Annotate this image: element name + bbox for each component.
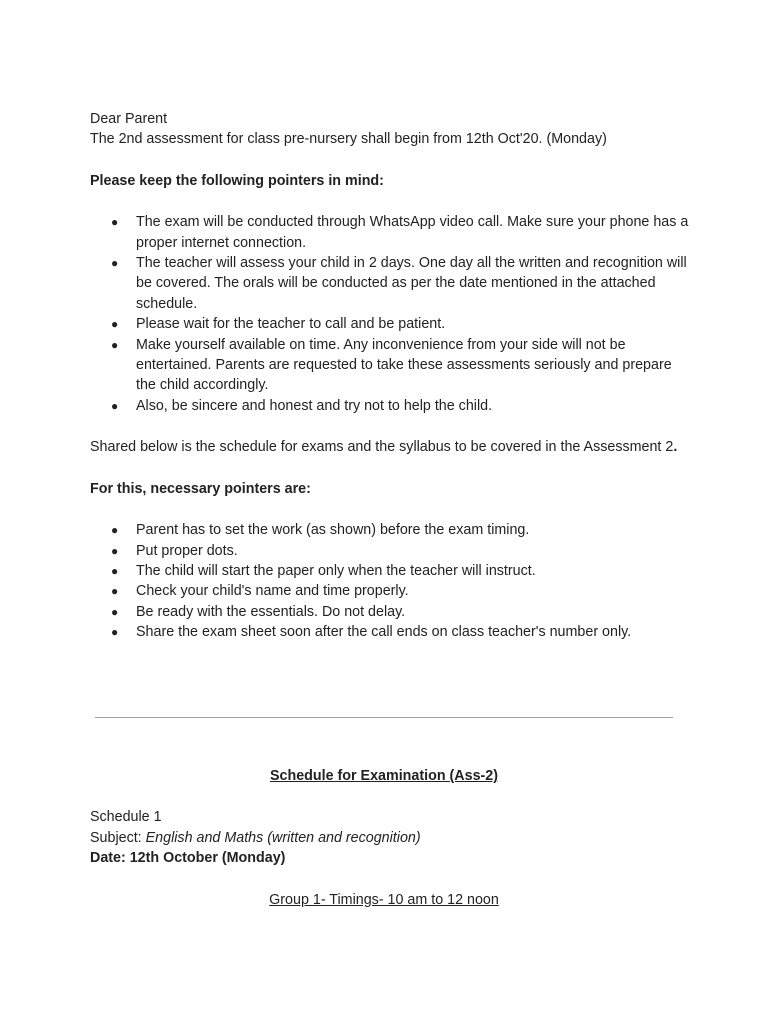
bullet-icon: ●: [111, 543, 119, 558]
necessary-list: [90, 520, 690, 642]
letter-body: [90, 109, 690, 643]
list-item: ● Parent has to set the work (as shown) before the exam timing.: [90, 520, 690, 540]
schedule-label: Schedule 1: [90, 809, 162, 826]
pointers-list: [90, 212, 690, 416]
schedule-title: Schedule for Examination (Ass-2): [269, 768, 498, 784]
list-item: ● The child will start the paper only when the teacher will instruct.: [90, 561, 690, 581]
salutation: Dear Parent: [90, 111, 168, 127]
bullet-icon: ●: [111, 256, 119, 271]
bullet-icon: ●: [111, 584, 119, 599]
bullet-icon: ●: [111, 523, 119, 538]
bullet-icon: ●: [111, 398, 119, 413]
bullet-icon: ●: [111, 215, 119, 230]
bullet-icon: ●: [111, 317, 119, 332]
list-item: ● Please wait for the teacher to call and be patient.: [90, 314, 690, 334]
schedule-section: [90, 766, 678, 910]
list-item: ● Make yourself available on time. Any inconvenience from your side will not be entertained. Parents are requested to take these assessments seriously and prepare the child accordingly.: [111, 336, 672, 394]
horizontal-divider: [95, 717, 673, 718]
bullet-icon: ●: [111, 604, 119, 619]
bullet-icon: ●: [111, 337, 119, 352]
list-item: ● Be ready with the essentials. Do not delay.: [90, 602, 690, 622]
group-timing: Group 1- Timings- 10 am to 12 noon: [269, 891, 499, 908]
pointers-heading: Please keep the following pointers in mind:: [90, 172, 384, 189]
list-item: ● Share the exam sheet soon after the call ends on class teacher's number only.: [90, 622, 690, 642]
date-line: Date: 12th October (Monday): [90, 850, 286, 867]
subject-line: Subject: English and Maths (written and recognition): [90, 829, 421, 846]
list-item: ● Put proper dots.: [90, 541, 690, 561]
necessary-heading: For this, necessary pointers are:: [90, 480, 311, 497]
bullet-icon: ●: [111, 563, 119, 578]
list-item: ● Check your child's name and time properly.: [90, 581, 690, 601]
intro-line: The 2nd assessment for class pre-nursery shall begin from 12th Oct'20. (Monday): [90, 131, 607, 148]
list-item: ● Also, be sincere and honest and try not to help the child.: [90, 396, 690, 416]
shared-text: Shared below is the schedule for exams and the syllabus to be covered in the Assessment 2.: [90, 439, 678, 456]
list-item: ● The teacher will assess your child in 2 days. One day all the written and recognition will be covered. The orals will be conducted as per the date mentioned in the attached schedule.: [111, 255, 687, 312]
list-item: ● The exam will be conducted through WhatsApp video call. Make sure your phone has a proper internet connection.: [111, 214, 689, 251]
bullet-icon: ●: [111, 625, 119, 640]
